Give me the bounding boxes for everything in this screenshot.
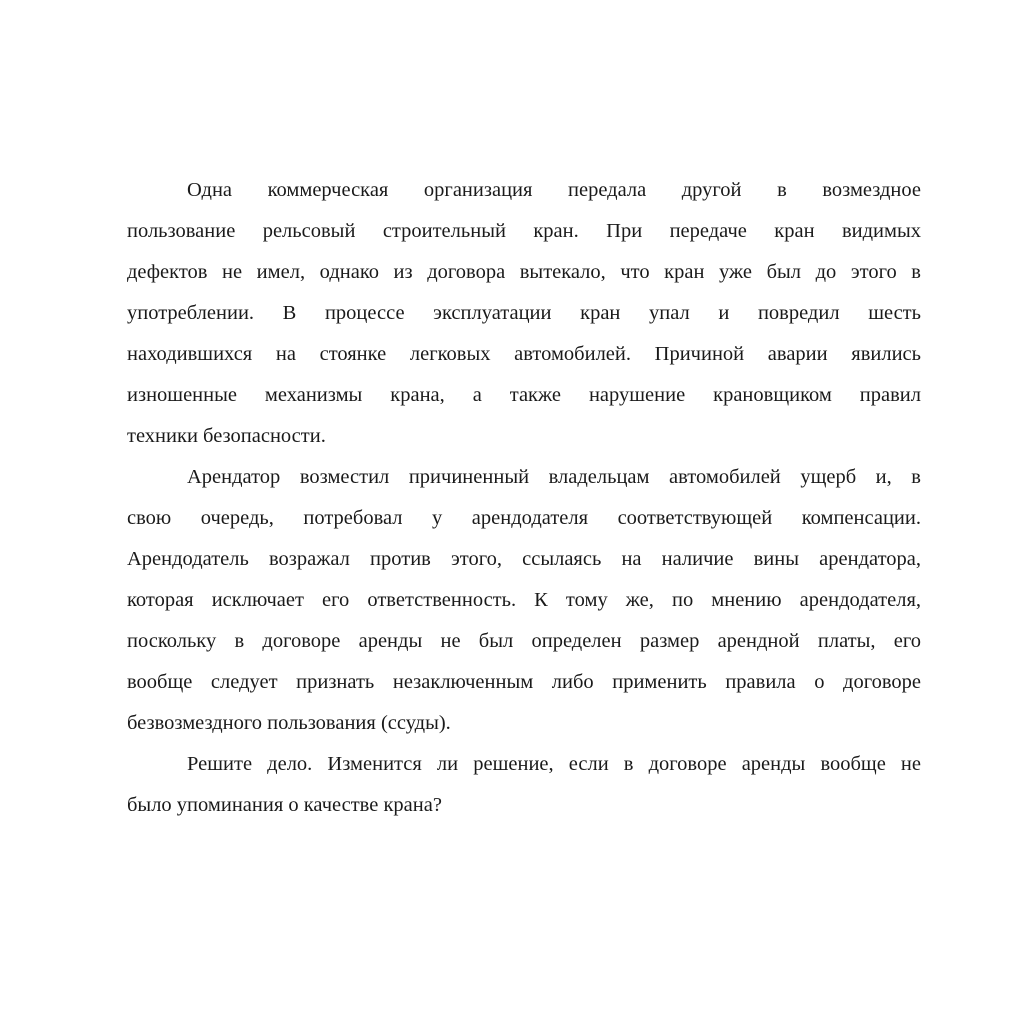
- text-line: было упоминания о качестве крана?: [127, 794, 442, 816]
- text-line: Решите дело. Изменится ли решение, если в договоре аренды вообще не: [187, 753, 921, 775]
- text-line: которая исключает его ответственность. К тому же, по мнению арендодателя,: [127, 589, 921, 611]
- text-line: вообще следует признать незаключенным либо применить правила о договоре: [127, 671, 921, 693]
- text-line: дефектов не имел, однако из договора вытекало, что кран уже был до этого в: [127, 261, 921, 283]
- text-line: Арендатор возместил причиненный владельцам автомобилей ущерб и, в: [187, 466, 921, 488]
- text-line: пользование рельсовый строительный кран. При передаче кран видимых: [127, 220, 921, 242]
- paragraph-dispute: [127, 458, 921, 745]
- text-line: Арендодатель возражал против этого, ссылаясь на наличие вины арендатора,: [127, 548, 921, 570]
- text-line: Одна коммерческая организация передала другой в возмездное: [187, 179, 921, 201]
- text-line: находившихся на стоянке легковых автомобилей. Причиной аварии явились: [127, 343, 921, 365]
- paragraph-case-facts: [127, 171, 921, 458]
- text-line: употреблении. В процессе эксплуатации кран упал и повредил шесть: [127, 302, 921, 324]
- paragraph-question: [127, 745, 921, 827]
- text-line: поскольку в договоре аренды не был определен размер арендной платы, его: [127, 630, 921, 652]
- document-body: [127, 171, 921, 827]
- text-line: изношенные механизмы крана, а также нарушение крановщиком правил: [127, 384, 921, 406]
- text-line: безвозмездного пользования (ссуды).: [127, 712, 451, 734]
- text-line: техники безопасности.: [127, 425, 326, 447]
- text-line: свою очередь, потребовал у арендодателя соответствующей компенсации.: [127, 507, 921, 529]
